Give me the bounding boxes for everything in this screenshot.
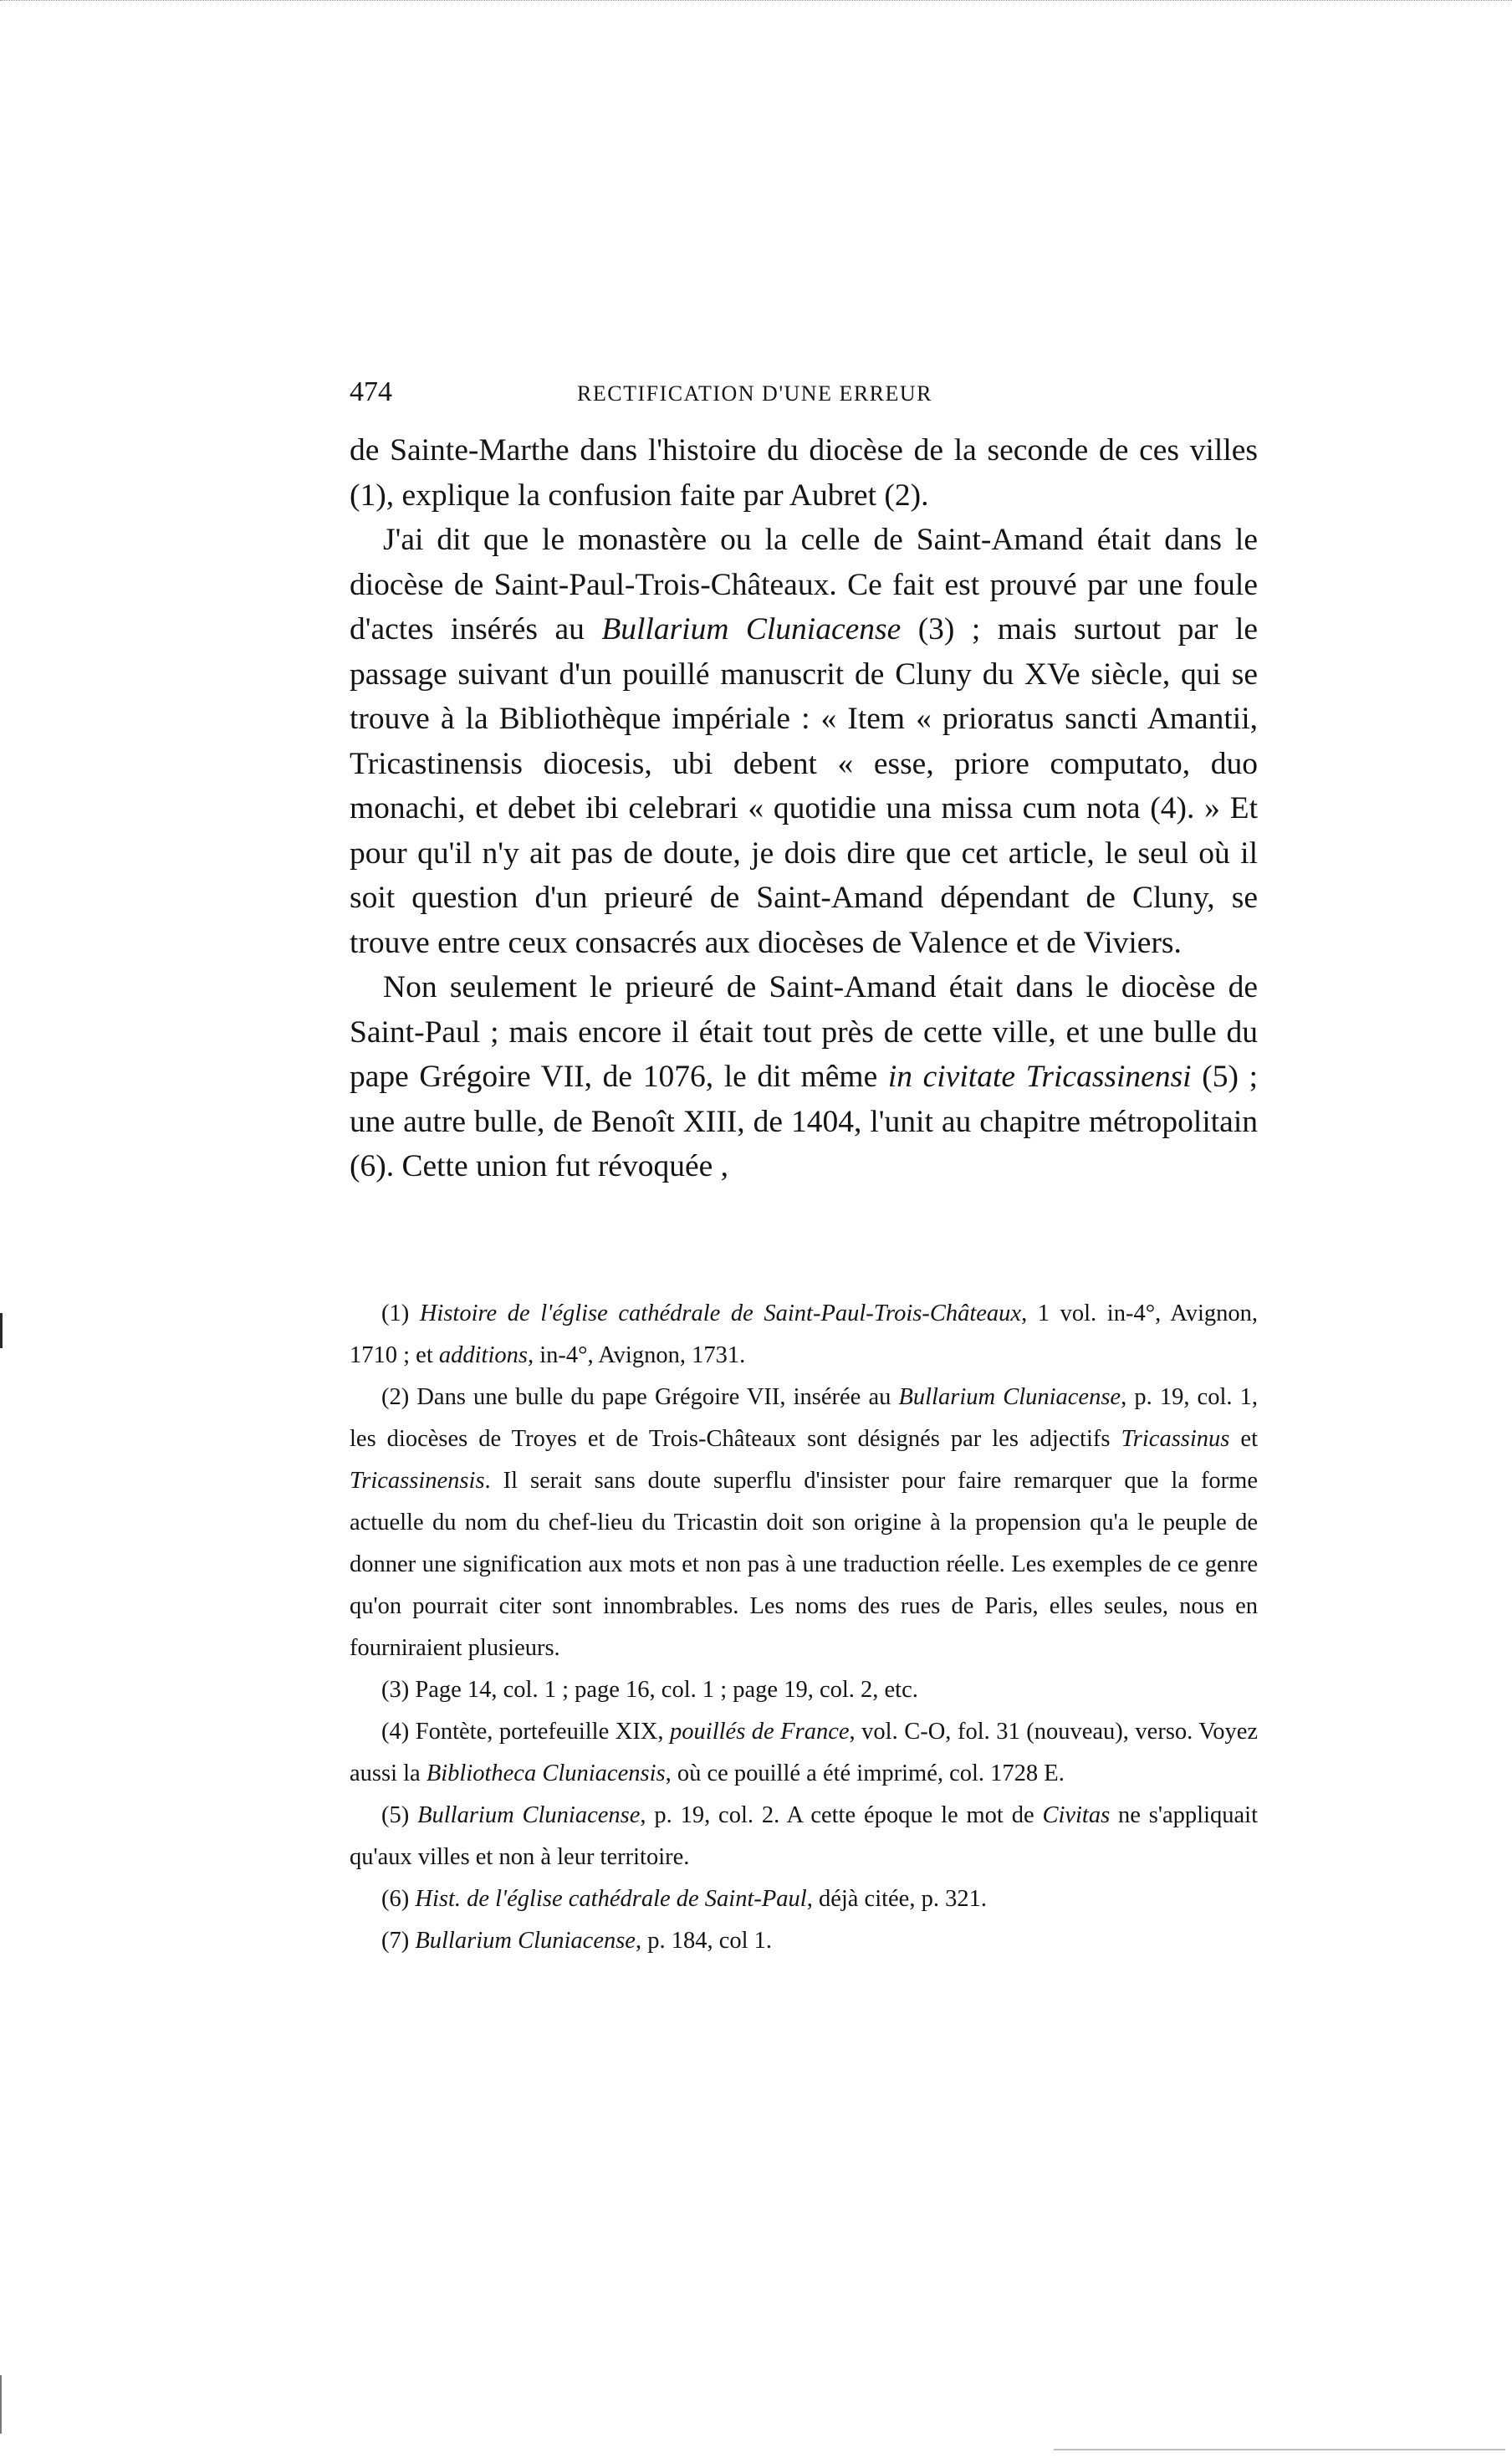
text-run: J'ai dit que le monastère ou la celle de Saint-Amand était dans le diocèse de Saint-Paul-Trois-Châteaux. Ce fait est prouvé par une foule d'actes insérés au	[350, 523, 1258, 646]
text-run: (1)	[381, 1300, 420, 1326]
text-run: , où ce pouillé a été imprimé, col. 1728 E.	[665, 1760, 1065, 1786]
text-run: , p. 19, col. 2. A cette époque le mot de	[640, 1802, 1043, 1828]
footnote	[350, 1795, 1258, 1878]
text-run: et	[1229, 1426, 1258, 1452]
italic-text: Civitas	[1042, 1802, 1111, 1828]
page-number: 474	[350, 376, 392, 407]
italic-text: Bibliotheca Cluniacensis	[426, 1760, 666, 1786]
text-run: Non seulement le prieuré de Saint-Amand était dans le diocèse de Saint-Paul ; mais encore il était tout près de cette ville, et une bulle du pape Grégoire VII, de 1076, le dit même	[350, 970, 1258, 1094]
scan-bottom-edge	[1054, 2449, 1505, 2450]
text-run: (3) Page 14, col. 1 ; page 16, col. 1 ; page 19, col. 2, etc.	[381, 1677, 918, 1703]
scan-edge-mark	[0, 2375, 2, 2434]
running-title: RECTIFICATION D'UNE ERREUR	[577, 381, 933, 406]
text-run: , p. 184, col 1.	[635, 1928, 773, 1954]
italic-text: pouillés de France	[670, 1719, 850, 1745]
running-head	[350, 376, 1258, 418]
body-paragraph	[350, 965, 1258, 1189]
text-run: (5) ; une autre bulle, de Benoît XIII, de 1404, l'unit au chapitre métropolitain (6). Cette union fut révoquée ,	[350, 1060, 1258, 1183]
body-paragraph	[350, 518, 1258, 965]
text-run: , p. 19, col. 1, les diocèses de Troyes et de Trois-Châteaux sont désignés par les adjectifs	[350, 1384, 1258, 1452]
italic-text: Histoire de l'église cathédrale de Saint-Paul-Trois-Châteaux	[419, 1300, 1022, 1326]
footnote	[350, 1920, 1258, 1962]
footnote	[350, 1293, 1258, 1377]
text-run: (2) Dans une bulle du pape Grégoire VII, insérée au	[381, 1384, 899, 1410]
scan-top-edge	[0, 0, 1512, 6]
italic-text: Bullarium Cluniacense	[415, 1928, 636, 1954]
text-run: , in-4°, Avignon, 1731.	[527, 1342, 746, 1368]
scan-edge-mark	[0, 1313, 3, 1348]
footnote	[350, 1711, 1258, 1795]
text-run: . Il serait sans doute superflu d'insister pour faire remarquer que la forme actuelle du nom du chef-lieu du Tricastin doit son origine à la propension qu'a le peuple de donner une signification aux mots et non pas à une traduction réelle. Les exemples de ce genre qu'on pourrait citer sont innombrables. Les noms des rues de Paris, elles seules, nous en fourniraient plusieurs.	[350, 1468, 1258, 1661]
text-run: (4) Fontète, portefeuille XIX,	[381, 1719, 671, 1745]
text-run: (6)	[381, 1886, 416, 1912]
text-run: (5)	[381, 1802, 418, 1828]
italic-text: Tricassinus	[1121, 1426, 1230, 1452]
italic-text: Bullarium Cluniacense	[417, 1802, 641, 1828]
text-run: de Sainte-Marthe dans l'histoire du diocèse de la seconde de ces villes (1), explique la confusion faite par Aubret (2).	[350, 433, 1258, 513]
text-run: (7)	[381, 1928, 416, 1954]
italic-text: Bullarium Cluniacense	[601, 612, 902, 646]
text-run: , déjà citée, p. 321.	[806, 1886, 987, 1912]
text-run: (3) ; mais surtout par le passage suivant d'un pouillé manuscrit de Cluny du XVe siècle, qui se trouve à la Bibliothèque impériale : « Item « prioratus sancti Amantii, Tricastinensis diocesis, ubi debent « esse, priore computato, duo monachi, et debet ibi celebrari « quotidie una missa cum nota (4). » Et pour qu'il n'y ait pas de doute, je dois dire que cet article, le seul où il soit question d'un prieuré de Saint-Amand dépendant de Cluny, se trouve entre ceux consacrés aux diocèses de Valence et de Viviers.	[350, 612, 1259, 960]
text-run: , vol. C-O, fol. 31 (nouveau), verso. Voyez aussi la	[350, 1719, 1258, 1786]
italic-text: in civitate Tricassinensi	[887, 1060, 1192, 1094]
text-run: , 1 vol. in-4°, Avignon, 1710 ; et	[350, 1300, 1258, 1368]
footnote	[350, 1878, 1258, 1920]
italic-text: Hist. de l'église cathédrale de Saint-Paul	[415, 1886, 807, 1912]
footnote	[350, 1377, 1258, 1669]
italic-text: Bullarium Cluniacense	[898, 1384, 1121, 1410]
italic-text: additions	[438, 1342, 528, 1368]
body-text	[350, 428, 1258, 1189]
text-run: ne s'appliquait qu'aux villes et non à leur territoire.	[350, 1802, 1258, 1870]
body-paragraph	[350, 428, 1258, 518]
italic-text: Tricassinensis	[350, 1468, 485, 1494]
footnotes	[350, 1293, 1258, 1962]
footnote	[350, 1669, 1258, 1711]
